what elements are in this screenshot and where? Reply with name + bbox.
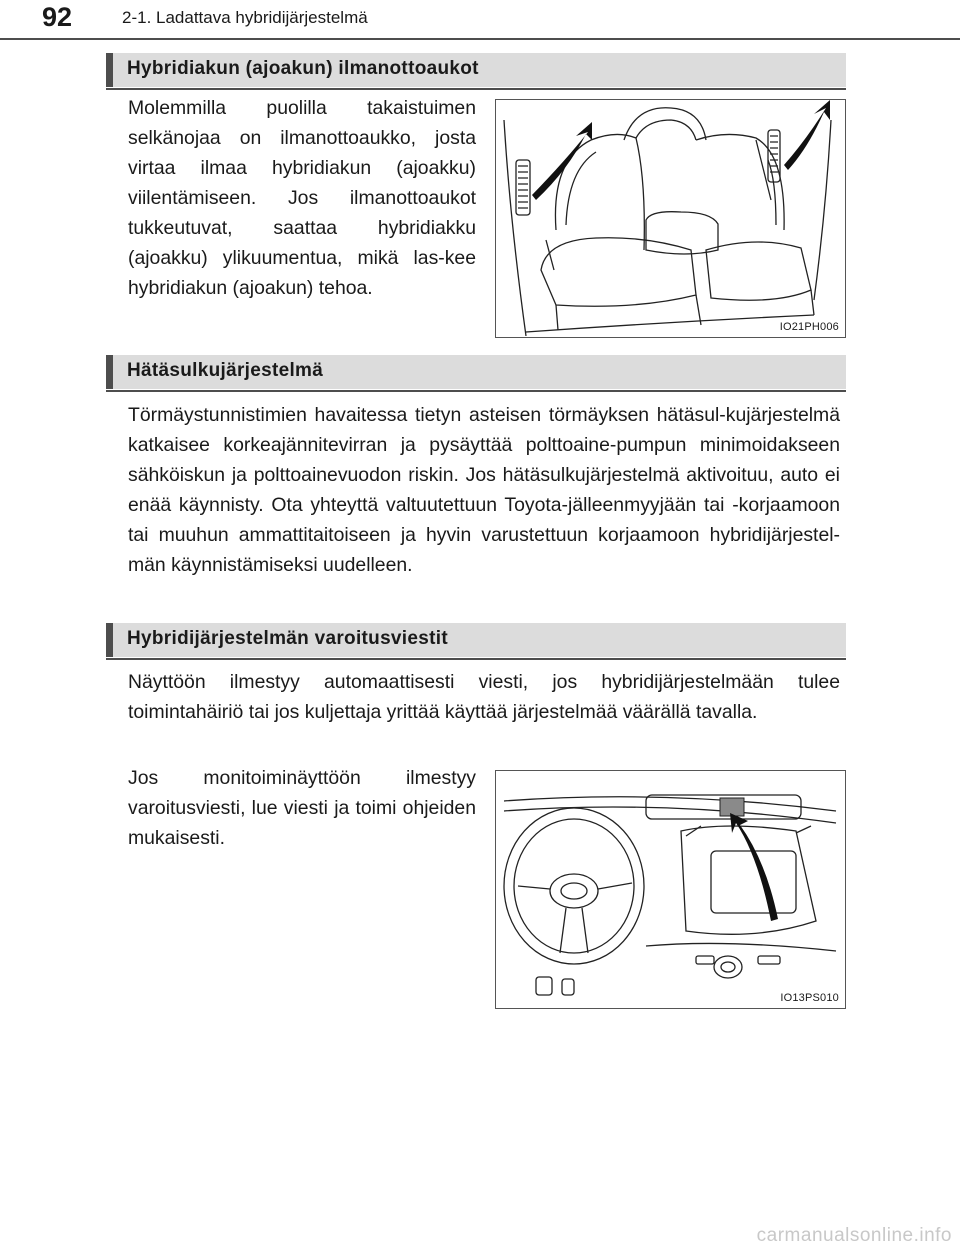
air-intake-paragraph: Molemmilla puolilla takaistuimen selkänojaa on ilmanottoaukko, josta virtaa ilmaa hybridiakun (ajoakku) viilentämiseen. Jos ilmanottoaukot tukkeutuvat, saattaa hybridiakku (ajoakku) ylikuumentua, mikä las-kee hybridiakun (ajoakun) tehoa. bbox=[128, 97, 476, 299]
section-title: Hybridijärjestelmän varoitusviestit bbox=[127, 628, 448, 649]
section-heading-air-intake bbox=[106, 53, 846, 87]
section-title: Hätäsulkujärjestelmä bbox=[127, 360, 324, 381]
emergency-shutoff-paragraph: Törmäystunnistimien havaitessa tietyn asteisen törmäyksen hätäsul-kujärjestelmä katkaisee korkeajännitevirran ja pysäyttää polttoaine-pumpun minimoidakseen sähköiskun ja polttoainevuodon riskin. Jos hätäsulkujärjestelmä aktivoituu, auto ei enää käynnisty. Ota yhteyttä valtuutettuun Toyota-jälleenmyyjään tai -korjaamoon tai muuhun ammattitaitoiseen ja hyvin varustettuun korjaamoon hybridijärjestel-män käynnistämiseksi uudelleen. bbox=[128, 404, 840, 576]
page-number: 92 bbox=[42, 2, 73, 32]
multi-display-paragraph: Jos monitoiminäyttöön ilmestyy varoitusviesti, lue viesti ja toimi ohjeiden mukaisesti. bbox=[128, 767, 476, 849]
section-title: Hybridiakun (ajoakun) ilmanottoaukot bbox=[127, 58, 479, 79]
running-title: 2-1. Ladattava hybridijärjestelmä bbox=[122, 8, 368, 27]
dashboard-illustration bbox=[495, 770, 846, 1009]
figure-code: IO13PS010 bbox=[780, 992, 839, 1004]
header-rule bbox=[0, 38, 960, 40]
dashboard-drawing bbox=[496, 771, 844, 1007]
watermark: carmanualsonline.info bbox=[756, 1225, 952, 1246]
rear-seat-illustration bbox=[495, 99, 846, 338]
rear-seat-drawing bbox=[496, 100, 844, 336]
section-heading-emergency-shutoff bbox=[106, 355, 846, 389]
figure-code: IO21PH006 bbox=[779, 321, 839, 333]
warning-messages-paragraph: Näyttöön ilmestyy automaattisesti viesti, jos hybridijärjestelmään tulee toimintahäiriö tai jos kuljettaja yrittää käyttää järjestelmää väärällä tavalla. bbox=[128, 671, 840, 723]
section-heading-warning-messages bbox=[106, 623, 846, 657]
